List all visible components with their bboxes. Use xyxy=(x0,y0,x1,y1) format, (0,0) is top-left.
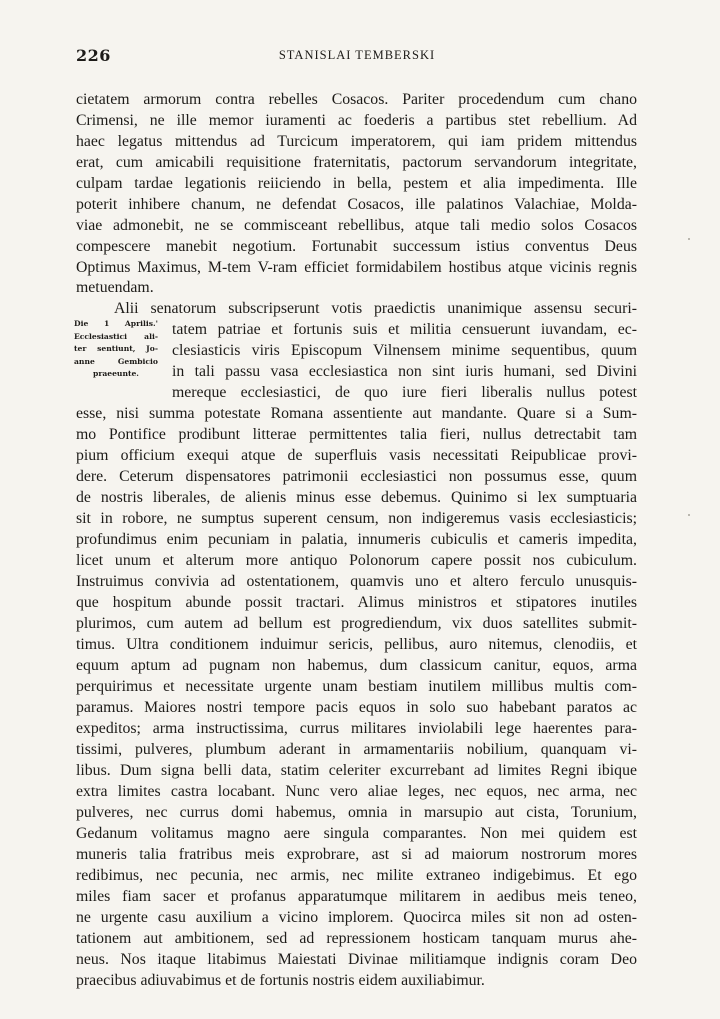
text-line: pium officium exequi atque de superfluis vasis necessitati Reipublicae provi- xyxy=(76,447,637,464)
text-line: Gedanum volitamus magno aere singula comparantes. Non mei quidem est xyxy=(76,825,637,842)
text-line: ne urgente casu auxilium a vicino implorem. Quocirca miles sit non ad osten- xyxy=(76,909,637,926)
margin-note xyxy=(74,318,158,381)
text-line: equum aptum ad pugnam non habemus, dum classicum canitur, equos, arma xyxy=(76,657,637,674)
text-line: viae admonebit, ne se commisceant rebellibus, atque tali medio solos Cosacos xyxy=(76,217,637,234)
text-line: Optimus Maximus, M-tem V-ram efficiet formidabilem hostibus atque vicinis regnis xyxy=(76,259,637,276)
text-line: tissimi, pulveres, plumbum aderant in armamentariis nobilium, quanquam vi- xyxy=(76,741,637,758)
text-line: Crimensi, ne ille memor iuramenti ac foederis a partibus stet rebellium. Ad xyxy=(76,112,637,129)
margin-note-line: ter sentiunt, Jo- xyxy=(74,344,158,353)
text-line: in tali passu vasa ecclesiastica non sint iuris humani, sed Divini xyxy=(172,363,637,380)
margin-note-line: Die 1 Aprilis.' xyxy=(74,319,158,328)
text-line: miles fiam sacer et profanus apparatumque militarem in aedibus meis teneo, xyxy=(76,888,637,905)
margin-note-line: anne Gembicio xyxy=(74,356,158,366)
text-line: licet unum et alterum more antiquo Polonorum capere possit nos cubiculum. xyxy=(76,552,637,569)
scan-speck xyxy=(688,238,690,240)
text-line: Instruimus convivia ad ostentationem, quamvis uno et altero ferculo unusquis- xyxy=(76,573,637,590)
text-line: clesiasticis viris Episcopum Vilnensem minime sequentibus, quum xyxy=(172,342,637,359)
text-line: perquirimus et necessitate urgente unam bestiam inutilem millibus multis com- xyxy=(76,678,637,695)
text-line: timus. Ultra conditionem induimur sericis, pellibus, auro nitemus, clenodiis, et xyxy=(76,636,637,653)
text-line: paramus. Maiores nostri tempore pacis equos in solo suo habebant paratos ac xyxy=(76,699,637,716)
text-line: Alii senatorum subscripserunt votis praedictis unanimique assensu securi- xyxy=(114,300,637,317)
text-line: culpam tardae legationis reiiciendo in bella, pestem et alia impedimenta. Ille xyxy=(76,175,637,192)
text-line: erat, cum amicabili requisitione fraternitatis, pactorum servandorum integritate, xyxy=(76,154,637,171)
text-line: compescere manebit negotium. Fortunabit successum istius conventus Deus xyxy=(76,238,637,255)
text-line: plurimos, cum autem ad bellum est progrediendum, vix duos satellites submit- xyxy=(76,615,637,632)
text-line: dere. Ceterum dispensatores patrimonii ecclesiastici non possumus esse, quum xyxy=(76,468,637,485)
running-title: STANISLAI TEMBERSKI xyxy=(278,48,436,62)
text-line: poterit inhibere chanum, ne defendat Cosacos, ille palatinos Valachiae, Molda- xyxy=(76,196,637,213)
text-line: pulveres, nec currus domi habemus, omnia in marsupio aut cista, Torunium, xyxy=(76,804,637,821)
text-line: que hospitum abunde possit tractari. Alimus ministros et stipatores inutiles xyxy=(76,594,637,611)
running-head xyxy=(76,46,638,68)
margin-note-line: praeeunte. xyxy=(93,369,139,378)
text-line: neus. Nos itaque litabimus Maiestati Divinae militiamque indignis coram Deo xyxy=(76,951,637,968)
text-line: libus. Dum signa belli data, statim celeriter excurrebant ad limites Regni ibique xyxy=(76,762,637,779)
text-line: haec legatus mittendus ad Turcicum imperatorem, qui iam pridem mittendus xyxy=(76,133,637,150)
text-line: redibimus, nec pecunia, nec armis, nec milite extraneo indigebimus. Et ego xyxy=(76,867,637,884)
page-number: 226 xyxy=(76,46,111,65)
text-line: cietatem armorum contra rebelles Cosacos. Pariter procedendum cum chano xyxy=(76,91,637,108)
text-line: metuendam. xyxy=(76,279,154,296)
text-line: extra limites castra locabant. Nunc vero aliae leges, nec equos, nec arma, nec xyxy=(76,783,637,800)
text-line: esse, nisi summa potestate Romana assentiente aut mandante. Quare si a Sum- xyxy=(76,405,637,422)
text-line: tationem aut ambitionem, sed ad repressionem hosticam tanquam murus ahe- xyxy=(76,930,637,947)
text-line: mereque ecclesiastici, de quo iure fieri liberalis nullus potest xyxy=(172,384,637,401)
scan-speck xyxy=(688,514,690,516)
text-line: tatem patriae et fortunis suis et militia censuerunt iuvandam, ec- xyxy=(172,321,637,338)
text-line: praecibus adiuvabimus et de fortunis nostris eidem auxiliabimur. xyxy=(76,972,485,989)
text-line: muneris talia fratribus meis exprobrare, ast si ad maiorum nostrorum mores xyxy=(76,846,637,863)
text-line: sit in robore, ne sumptus superent censum, non indigeremus vasis ecclesiasticis; xyxy=(76,510,637,527)
text-line: de nostris liberales, de alienis minus esse debemus. Quinimo si lex sumptuaria xyxy=(76,489,637,506)
text-line: profundimus enim pecuniam in palatia, innumeris cubiculis et cameris impedita, xyxy=(76,531,637,548)
text-line: mo Pontifice prodibunt litterae permittentes talia fieri, nullus detrectabit tam xyxy=(76,426,637,443)
margin-note-line: Ecclesiastici ali- xyxy=(74,331,158,341)
text-line: expeditos; arma instructissima, currus militares inviolabili lege haerentes para- xyxy=(76,720,637,737)
